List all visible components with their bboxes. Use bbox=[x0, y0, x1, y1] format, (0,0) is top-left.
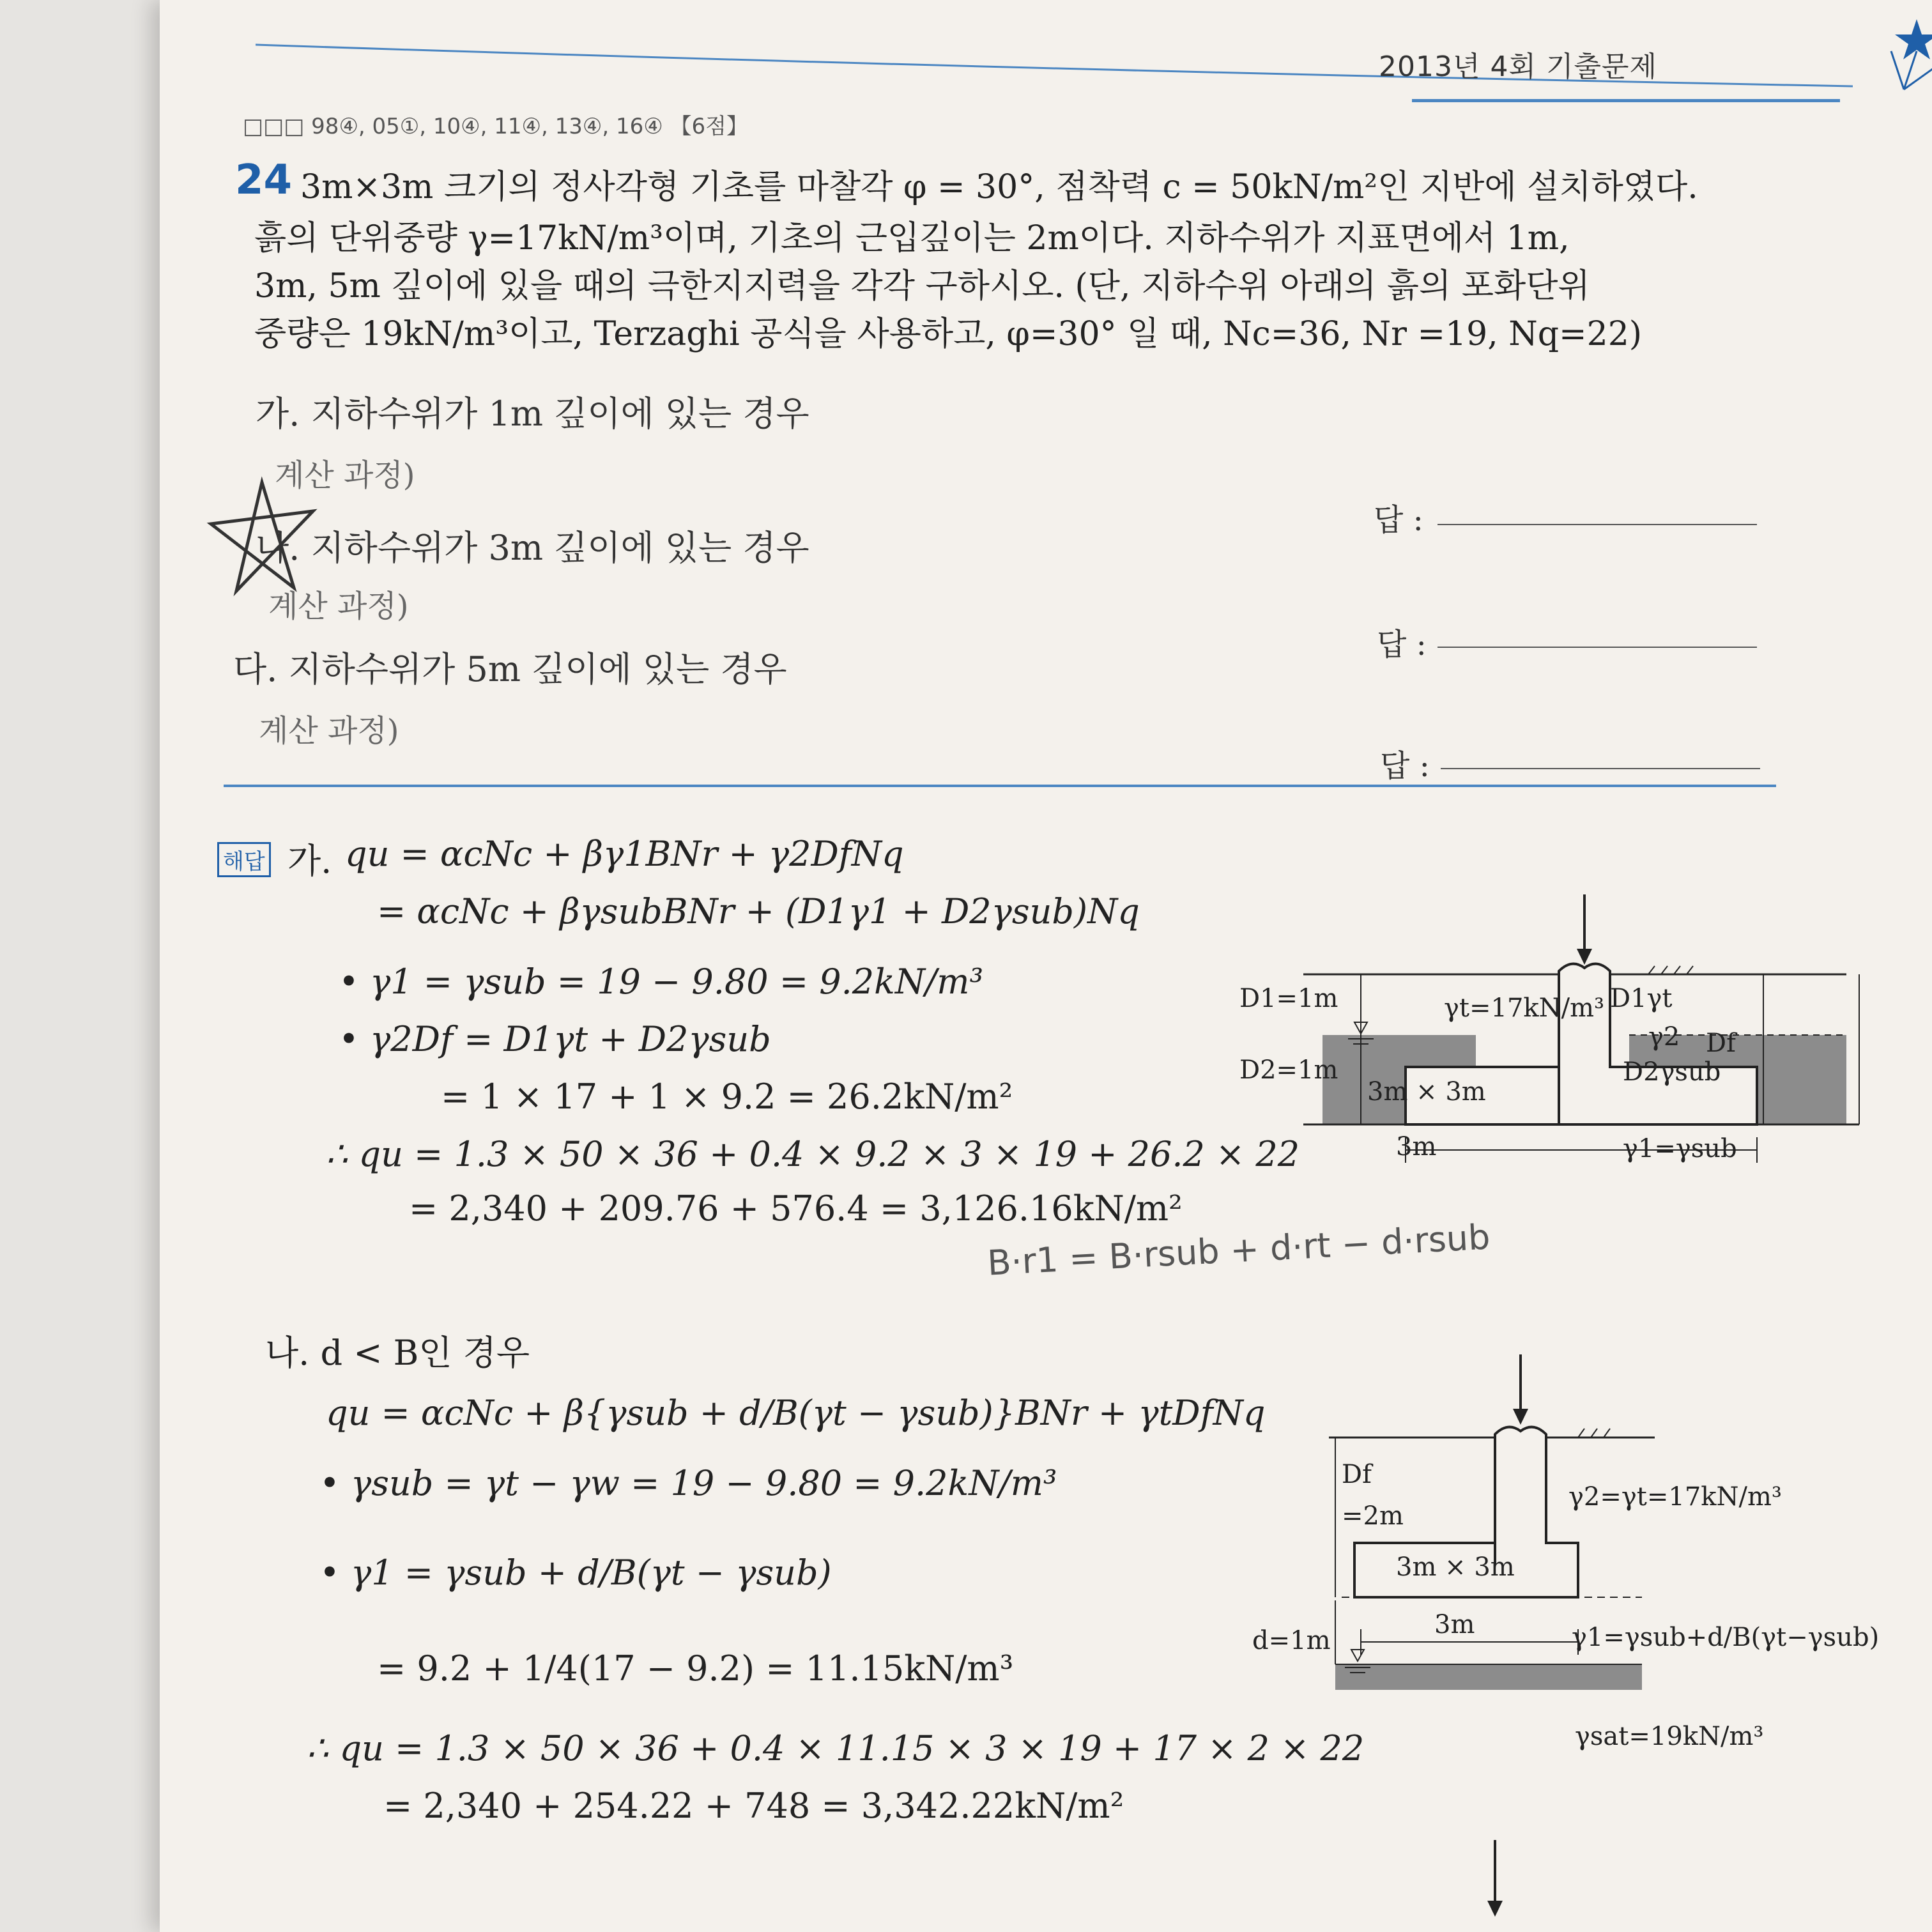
diagram1-d1: D1=1m bbox=[1239, 984, 1338, 1013]
question-line-2: 흙의 단위중량 γ=17kN/m³이며, 기초의 근입깊이는 2m이다. 지하수위가 지표면에서 1m, bbox=[254, 219, 1570, 257]
diagram2-df2: =2m bbox=[1342, 1501, 1404, 1531]
arrow-icon bbox=[1457, 1840, 1533, 1932]
sol-ga-eq7: = 2,340 + 209.76 + 576.4 = 3,126.16kN/m² bbox=[409, 1188, 1183, 1229]
section-divider bbox=[224, 785, 1776, 787]
sol-ga-label: 가. bbox=[288, 841, 332, 881]
part-na-answer-line[interactable] bbox=[1438, 647, 1757, 648]
part-na-calc: 계산 과정) bbox=[268, 588, 409, 624]
sol-na-eq4: = 9.2 + 1/4(17 − 9.2) = 11.15kN/m³ bbox=[377, 1648, 1014, 1689]
diagram2-size: 3m × 3m bbox=[1396, 1552, 1515, 1582]
diagram2-d: d=1m bbox=[1252, 1626, 1331, 1655]
part-da-label: 다. 지하수위가 5m 깊이에 있는 경우 bbox=[233, 649, 787, 689]
diagram-footing-1 bbox=[1284, 888, 1897, 1182]
sol-ga-eq4: • γ2Df = D1γt + D2γsub bbox=[339, 1019, 771, 1059]
diagram1-d2: D2=1m bbox=[1239, 1055, 1338, 1085]
sol-na-eq3: • γ1 = γsub + d/B(γt − γsub) bbox=[319, 1552, 832, 1593]
page-header-title: 2013년 4회 기출문제 bbox=[1379, 50, 1657, 83]
question-line-3: 3m, 5m 깊이에 있을 때의 극한지지력을 각각 구하시오. (단, 지하수위 아래의 흙의 포화단위 bbox=[254, 267, 1590, 305]
question-line-1: 3m×3m 크기의 정사각형 기초를 마찰각 φ = 30°, 점착력 c = 50kN/m²인 지반에 설치하였다. bbox=[300, 168, 1698, 206]
sol-na-label: 나. d < B인 경우 bbox=[265, 1333, 530, 1373]
sol-ga-eq2: = αcNc + βγsubBNr + (D1γ1 + D2γsub)Nq bbox=[377, 891, 1140, 931]
solution-badge: 해답 bbox=[217, 842, 271, 877]
part-na-label: 나. 지하수위가 3m 깊이에 있는 경우 bbox=[256, 528, 809, 568]
sol-na-eq5: ∴ qu = 1.3 × 50 × 36 + 0.4 × 11.15 × 3 × 19 + 17 × 2 × 22 bbox=[307, 1728, 1365, 1768]
diagram1-d2gsub: D2γsub bbox=[1623, 1057, 1721, 1087]
question-number: 24 bbox=[235, 157, 293, 204]
part-da-answer-label: 답 : bbox=[1380, 748, 1430, 784]
header-curve bbox=[256, 26, 1932, 102]
part-ga-label: 가. 지하수위가 1m 깊이에 있는 경우 bbox=[256, 394, 809, 434]
sol-na-eq6: = 2,340 + 254.22 + 748 = 3,342.22kN/m² bbox=[383, 1786, 1124, 1826]
textbook-page bbox=[160, 0, 1932, 1932]
star-decoration-icon bbox=[1878, 13, 1932, 96]
diagram1-df: Df bbox=[1706, 1029, 1736, 1058]
sol-ga-eq6: ∴ qu = 1.3 × 50 × 36 + 0.4 × 9.2 × 3 × 19 + 26.2 × 22 bbox=[326, 1134, 1300, 1174]
diagram1-size: 3m × 3m bbox=[1367, 1077, 1486, 1107]
sol-ga-eq3: • γ1 = γsub = 19 − 9.80 = 9.2kN/m³ bbox=[339, 962, 984, 1002]
part-ga-calc: 계산 과정) bbox=[275, 457, 415, 493]
part-na-answer-label: 답 : bbox=[1377, 627, 1427, 663]
part-ga-answer-line[interactable] bbox=[1438, 524, 1757, 525]
question-line-4: 중량은 19kN/m³이고, Terzaghi 공식을 사용하고, φ=30° 일 때, Nc=36, Nr =19, Nq=22) bbox=[254, 315, 1643, 353]
diagram2-g1: γ1=γsub+d/B(γt−γsub) bbox=[1572, 1623, 1880, 1652]
part-da-calc: 계산 과정) bbox=[259, 713, 399, 749]
diagram1-gt: γt=17kN/m³ bbox=[1444, 993, 1605, 1023]
sol-ga-eq5: = 1 × 17 + 1 × 9.2 = 26.2kN/m² bbox=[441, 1077, 1013, 1117]
diagram1-d1gt: D1γt bbox=[1610, 984, 1673, 1013]
sol-na-eq1: qu = αcNc + β{γsub + d/B(γt − γsub)}BNr + γtDfNq bbox=[326, 1393, 1266, 1433]
diagram1-width: 3m bbox=[1396, 1132, 1437, 1162]
sol-ga-eq1: qu = αcNc + βγ1BNr + γ2DfNq bbox=[345, 834, 904, 874]
handwritten-note: B·r1 = B·rsub + d·rt − d·rsub bbox=[986, 1216, 1491, 1284]
diagram2-df: Df bbox=[1342, 1460, 1372, 1489]
part-da-answer-line[interactable] bbox=[1441, 768, 1760, 769]
adjacent-page bbox=[0, 0, 160, 1932]
sol-na-eq2: • γsub = γt − γw = 19 − 9.80 = 9.2kN/m³ bbox=[319, 1463, 1057, 1503]
question-meta: □□□ 98④, 05①, 10④, 11④, 13④, 16④ 【6점】 bbox=[243, 114, 749, 139]
diagram2-g2: γ2=γt=17kN/m³ bbox=[1568, 1482, 1782, 1512]
diagram2-gsat: γsat=19kN/m³ bbox=[1575, 1722, 1764, 1751]
diagram1-g1: γ1=γsub bbox=[1623, 1134, 1737, 1163]
diagram2-width: 3m bbox=[1434, 1610, 1475, 1639]
diagram1-g2: γ2 bbox=[1648, 1022, 1680, 1052]
part-ga-answer-label: 답 : bbox=[1374, 502, 1423, 538]
